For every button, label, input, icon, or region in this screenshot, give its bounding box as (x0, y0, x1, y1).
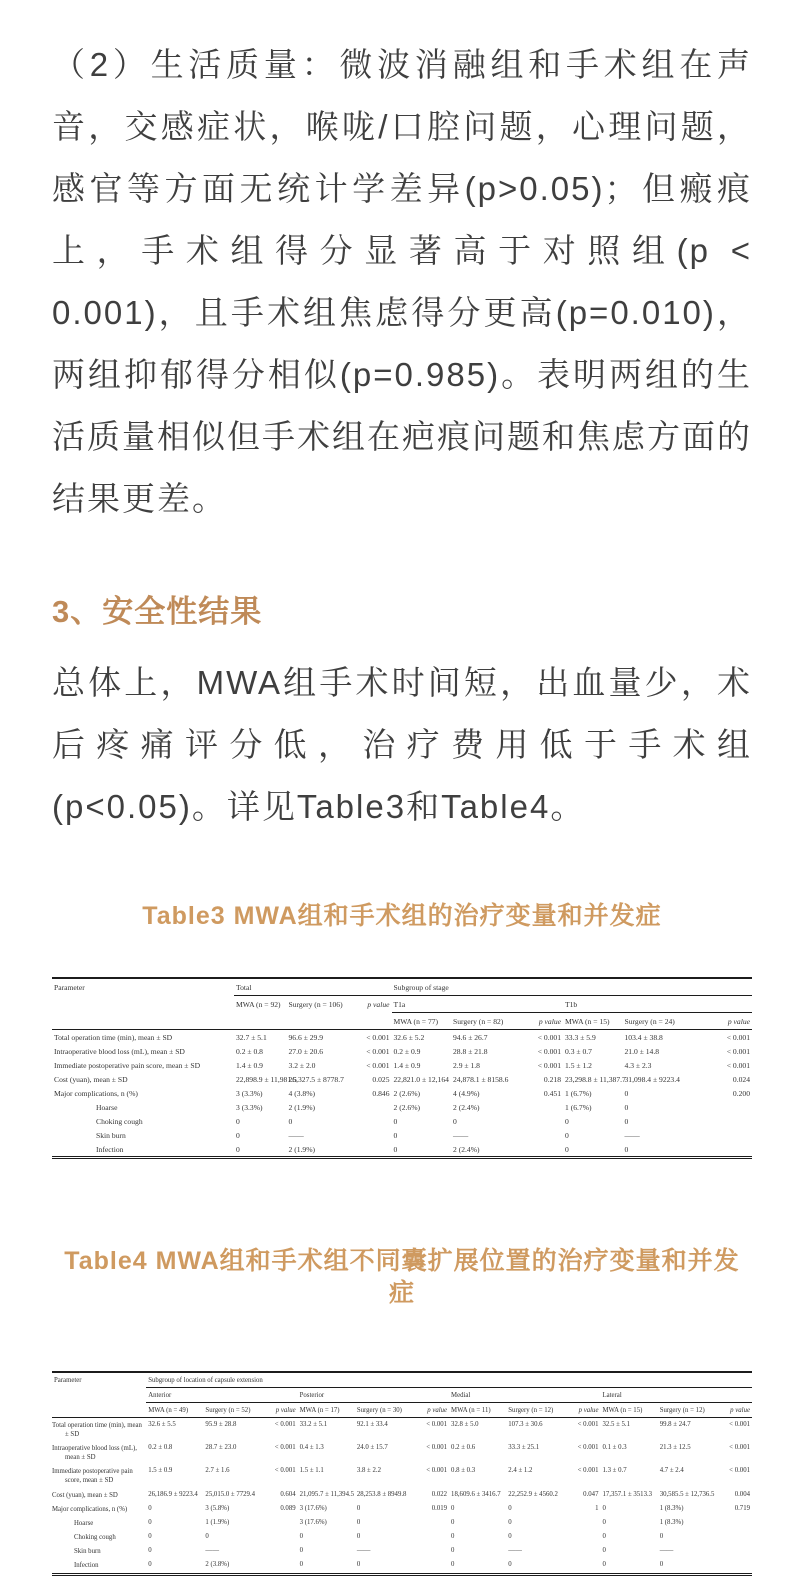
cell: 0.004 (734, 1490, 750, 1498)
row-label: Cost (yuan), mean ± SD (54, 1074, 128, 1084)
cell: 0 (659, 1561, 664, 1569)
cell (720, 1531, 752, 1545)
table4-header-surgery-lateral: Surgery (n = 12) (659, 1407, 705, 1414)
table-row (52, 1531, 752, 1545)
cell: 2.4 ± 1.2 (508, 1467, 533, 1475)
cell: 0 (451, 1561, 455, 1569)
cell: 0 (148, 1504, 152, 1512)
cell: 3 (17.6%) (299, 1518, 327, 1526)
cell: 3 (3.3%) (236, 1088, 263, 1098)
table4-capsule-extension-variables (52, 1371, 752, 1576)
row-label: Total operation time (min), mean ± SD (54, 1032, 173, 1042)
cell: 0 (602, 1504, 606, 1512)
cell: 2.7 ± 1.6 (205, 1467, 230, 1475)
table4-header-surgery-posterior: Surgery (n = 30) (356, 1407, 402, 1414)
row-label: Choking cough (74, 1534, 116, 1542)
cell: 32.7 ± 5.1 (236, 1032, 267, 1042)
cell: 0 (508, 1518, 512, 1526)
table4-header-surgery-anterior: Surgery (n = 52) (205, 1407, 251, 1414)
cell: 0 (148, 1561, 152, 1569)
table-row (52, 1418, 752, 1442)
cell: 2 (3.8%) (205, 1561, 230, 1569)
cell: 95.9 ± 28.8 (205, 1420, 237, 1428)
cell: 99.8 ± 24.7 (659, 1420, 691, 1428)
cell: —— (508, 1547, 522, 1555)
cell: 17,357.1 ± 3513.3 (602, 1490, 653, 1498)
cell: 0.846 (372, 1088, 390, 1098)
table-row (52, 1030, 752, 1045)
cell: 3.8 ± 2.2 (356, 1467, 381, 1475)
cell (720, 1516, 752, 1530)
row-label: Major complications, n (%) (52, 1505, 128, 1513)
cell: 32.6 ± 5.5 (148, 1420, 176, 1428)
table3-title: Table3 MWA组和手术组的治疗变量和并发症 (142, 902, 662, 930)
cell (568, 1545, 600, 1559)
row-label: Skin burn (74, 1548, 101, 1556)
cell: 0 (356, 1518, 361, 1526)
cell (357, 1100, 392, 1114)
cell: 4 (3.8%) (288, 1088, 316, 1098)
cell (357, 1128, 392, 1142)
cell: —— (453, 1130, 469, 1140)
table3-header-surgery-t1a: Surgery (n = 82) (453, 1017, 504, 1026)
cell: < 0.001 (729, 1443, 750, 1451)
cell: 0 (602, 1533, 606, 1541)
cell: 0 (565, 1130, 569, 1140)
cell: 0 (624, 1116, 629, 1126)
cell: 32.6 ± 5.2 (393, 1032, 425, 1042)
cell: 0 (288, 1116, 293, 1126)
cell: 0 (602, 1518, 606, 1526)
cell: 107.3 ± 30.6 (508, 1420, 543, 1428)
cell (514, 1142, 563, 1158)
cell: 3.2 ± 2.0 (288, 1060, 316, 1070)
cell: 3 (3.3%) (236, 1102, 263, 1112)
cell: < 0.001 (577, 1443, 599, 1451)
cell: 0 (451, 1533, 455, 1541)
cell (417, 1531, 449, 1545)
cell: 0.1 ± 0.3 (602, 1443, 627, 1451)
cell: 1.3 ± 0.7 (602, 1467, 627, 1475)
cell: < 0.001 (726, 1046, 750, 1056)
cell: < 0.001 (274, 1420, 296, 1428)
cell: 0.047 (583, 1490, 599, 1498)
table4-header-mwa-anterior: MWA (n = 49) (148, 1407, 189, 1414)
cell: 0.2 ± 0.8 (236, 1046, 263, 1056)
cell: 0.2 ± 0.8 (148, 1443, 173, 1451)
table4-header-mwa-lateral: MWA (n = 15) (602, 1407, 643, 1414)
table-row (52, 1142, 752, 1158)
table3-header-parameter: Parameter (54, 983, 85, 992)
cell: 28.7 ± 23.0 (205, 1443, 237, 1451)
cell: 18,609.6 ± 3416.7 (451, 1490, 501, 1498)
table4-header-surgery-medial: Surgery (n = 12) (508, 1407, 554, 1414)
cell (357, 1114, 392, 1128)
row-label: Intraoperative blood loss (mL), mean ± SD (52, 1444, 137, 1462)
table4-header-row-1 (52, 1372, 752, 1388)
cell: 1 (8.3%) (659, 1518, 684, 1526)
paragraph-quality-of-life: （2）生活质量：微波消融组和手术组在声音，交感症状，喉咙/口腔问题，心理问题，感官等方面无统计学差异(p>0.05)；但瘢痕上，手术组得分显著高于对照组(p < 0.001)，且手术组焦虑得分更高(p=0.010)，两组抑郁得分相似(p=0.985)。表明两组的生活质量相似但手术组在疤痕问题和焦虑方面的结果更差。 (52, 46, 752, 517)
cell (568, 1516, 600, 1530)
cell: 0.8 ± 0.3 (451, 1467, 476, 1475)
row-label: Hoarse (74, 1519, 94, 1527)
cell: 33.3 ± 5.9 (565, 1032, 596, 1042)
cell: 0 (236, 1116, 240, 1126)
cell: 22,821.0 ± 12,164 (393, 1074, 449, 1084)
section-heading-safety-results: 3、安全性结果 (52, 594, 263, 629)
cell: 0 (299, 1533, 304, 1541)
table4-header-subgroup-location: Subgroup of location of capsule extension (146, 1372, 752, 1388)
cell: 1 (6.7%) (565, 1088, 592, 1098)
table4-header-mwa-posterior: MWA (n = 17) (299, 1407, 340, 1414)
cell: 0.2 ± 0.9 (393, 1046, 421, 1056)
cell: 0 (602, 1561, 606, 1569)
cell: 1.4 ± 0.9 (393, 1060, 421, 1070)
table-row (52, 1128, 752, 1142)
table4-header-pvalue-lateral: p value (730, 1407, 750, 1414)
table4-header-medial: Medial (449, 1388, 600, 1403)
cell: 0 (299, 1561, 304, 1569)
cell: 2 (2.6%) (393, 1088, 421, 1098)
cell: 1 (595, 1504, 599, 1512)
cell: 0 (624, 1144, 629, 1154)
cell: 25,015.0 ± 7729.4 (205, 1490, 256, 1498)
table-row (52, 1086, 752, 1100)
cell: —— (205, 1547, 220, 1555)
cell: 0 (565, 1144, 569, 1154)
cell: 26,186.9 ± 9223.4 (148, 1490, 198, 1498)
cell (568, 1531, 600, 1545)
table4-header-lateral: Lateral (600, 1388, 752, 1403)
cell (514, 1128, 563, 1142)
cell (689, 1100, 752, 1114)
cell: 0.3 ± 0.7 (565, 1046, 592, 1056)
cell (266, 1559, 298, 1575)
cell: 0 (624, 1102, 629, 1112)
cell: 0 (508, 1504, 512, 1512)
cell: 31,098.4 ± 9223.4 (624, 1074, 680, 1084)
table3-header-pvalue-t1b: p value (727, 1017, 750, 1026)
cell (689, 1128, 752, 1142)
cell: 2 (1.9%) (288, 1144, 316, 1154)
cell: —— (288, 1130, 304, 1140)
cell (720, 1545, 752, 1559)
cell: 1 (1.9%) (205, 1518, 230, 1526)
table3-header-pvalue-total: p value (367, 1000, 390, 1009)
cell: 0.4 ± 1.3 (299, 1443, 324, 1451)
table3-header-mwa-t1a: MWA (n = 77) (393, 1017, 439, 1026)
cell: 0.024 (732, 1074, 750, 1084)
table3-header-surgery-t1b: Surgery (n = 24) (624, 1017, 675, 1026)
cell: 32.8 ± 5.0 (451, 1420, 479, 1428)
row-label: Infection (74, 1562, 99, 1570)
cell: < 0.001 (577, 1467, 599, 1475)
table3-header-row-1 (52, 978, 752, 996)
cell: 1 (6.7%) (565, 1102, 592, 1112)
cell: 0.604 (280, 1490, 296, 1498)
cell (357, 1142, 392, 1158)
cell: 0 (236, 1144, 240, 1154)
cell: < 0.001 (426, 1467, 448, 1475)
cell: < 0.001 (537, 1032, 561, 1042)
cell: 21.3 ± 12.5 (659, 1443, 691, 1451)
table-row (52, 1441, 752, 1464)
cell (720, 1559, 752, 1575)
cell: < 0.001 (366, 1046, 390, 1056)
cell: 23,298.8 ± 11,387.7 (565, 1074, 626, 1084)
cell: —— (624, 1130, 640, 1140)
cell: 33.3 ± 25.1 (508, 1443, 540, 1451)
cell: 0 (393, 1144, 398, 1154)
table-row (52, 1559, 752, 1575)
cell: 96.6 ± 29.9 (288, 1032, 324, 1042)
cell: 0 (148, 1518, 152, 1526)
cell: < 0.001 (274, 1443, 296, 1451)
table-row (52, 1465, 752, 1488)
row-label: Total operation time (min), mean ± SD (52, 1421, 142, 1438)
cell: 0.022 (431, 1490, 448, 1498)
table3-header-pvalue-t1a: p value (538, 1017, 561, 1026)
table-row (52, 1044, 752, 1058)
cell: < 0.001 (426, 1443, 448, 1451)
cell: < 0.001 (537, 1060, 561, 1070)
cell (689, 1114, 752, 1128)
cell (417, 1545, 449, 1559)
cell: 33.2 ± 5.1 (299, 1420, 328, 1428)
row-label: Infection (96, 1144, 124, 1154)
cell: 0.025 (372, 1074, 390, 1084)
cell (568, 1559, 600, 1575)
table3-header-surgery-total: Surgery (n = 106) (288, 1000, 343, 1009)
cell (417, 1516, 449, 1530)
paragraph-safety-summary: 总体上，MWA组手术时间短，出血量少，术后疼痛评分低，治疗费用低于手术组(p<0.05)。详见Table3和Table4。 (52, 664, 752, 825)
cell: 0.200 (732, 1088, 750, 1098)
cell: 3 (17.6%) (299, 1504, 327, 1512)
row-label: Immediate postoperative pain score, mean ± SD (54, 1060, 201, 1070)
cell: 4.7 ± 2.4 (659, 1467, 684, 1475)
cell: < 0.001 (426, 1420, 448, 1428)
cell: 22,898.9 ± 11,981.5 (236, 1074, 297, 1084)
cell: 0 (356, 1504, 361, 1512)
cell (266, 1516, 298, 1530)
row-label: Hoarse (96, 1102, 118, 1112)
cell: 0 (236, 1130, 240, 1140)
cell: < 0.001 (577, 1420, 599, 1428)
table-row (52, 1058, 752, 1072)
cell: 21.0 ± 14.8 (624, 1046, 660, 1056)
table3-header-subgroup-of-stage: Subgroup of stage (392, 978, 753, 996)
cell: 0 (624, 1088, 629, 1098)
cell: 0 (451, 1518, 455, 1526)
cell: 27.0 ± 20.6 (288, 1046, 324, 1056)
cell: 0 (453, 1116, 457, 1126)
table-row (52, 1502, 752, 1516)
cell: 2 (1.9%) (288, 1102, 316, 1112)
cell (514, 1114, 563, 1128)
cell: 0.089 (280, 1504, 296, 1512)
cell: < 0.001 (726, 1032, 750, 1042)
cell: 0 (356, 1561, 361, 1569)
cell: 0 (205, 1533, 209, 1541)
cell: 92.1 ± 33.4 (356, 1420, 388, 1428)
cell: 30,585.5 ± 12,736.5 (659, 1490, 715, 1498)
cell: 0 (508, 1561, 512, 1569)
cell: 22,252.9 ± 4560.2 (508, 1490, 558, 1498)
cell: 0 (602, 1547, 606, 1555)
cell: 0 (451, 1547, 455, 1555)
table4-header-pvalue-posterior: p value (427, 1407, 448, 1414)
row-label: Skin burn (96, 1130, 126, 1140)
cell: 1.5 ± 1.1 (299, 1467, 324, 1475)
table3-header-t1b: T1b (563, 996, 752, 1013)
cell: 103.4 ± 38.8 (624, 1032, 663, 1042)
cell: 0 (451, 1504, 455, 1512)
cell: 2 (2.4%) (453, 1144, 480, 1154)
cell: 28.8 ± 21.8 (453, 1046, 488, 1056)
row-label: Major complications, n (%) (54, 1088, 138, 1098)
table3-header-mwa-t1b: MWA (n = 15) (565, 1017, 610, 1026)
cell: 1.4 ± 0.9 (236, 1060, 263, 1070)
table4-header-pvalue-medial: p value (578, 1407, 599, 1414)
cell: 4.3 ± 2.3 (624, 1060, 652, 1070)
table4-header-pvalue-anterior: p value (275, 1407, 296, 1414)
cell (417, 1559, 449, 1575)
cell: 1 (8.3%) (659, 1504, 684, 1512)
cell: 0 (148, 1547, 152, 1555)
cell: 28,253.8 ± 8949.8 (356, 1490, 407, 1498)
cell (689, 1142, 752, 1158)
cell: 2 (2.4%) (453, 1102, 480, 1112)
cell: 3 (5.8%) (205, 1504, 230, 1512)
cell: 0 (356, 1533, 361, 1541)
table4-header-posterior: Posterior (298, 1388, 449, 1403)
table3-header-t1a: T1a (392, 996, 564, 1013)
table4-title: Table4 MWA组和手术组不同囊扩展位置的治疗变量和并发症 (64, 1247, 740, 1307)
cell: 0 (299, 1547, 304, 1555)
cell: 0 (508, 1533, 512, 1541)
cell: 4 (4.9%) (453, 1088, 480, 1098)
table4-header-anterior: Anterior (146, 1388, 297, 1403)
table3-header-total: Total (234, 978, 392, 996)
cell: 0 (393, 1116, 398, 1126)
cell: 0.451 (543, 1088, 561, 1098)
cell: 0 (565, 1116, 569, 1126)
cell: 24,878.1 ± 8158.6 (453, 1074, 509, 1084)
cell: < 0.001 (729, 1420, 750, 1428)
table-row (52, 1100, 752, 1114)
cell: 21,095.7 ± 11,394.5 (299, 1490, 355, 1498)
table-row (52, 1545, 752, 1559)
row-label: Cost (yuan), mean ± SD (52, 1491, 118, 1499)
cell: < 0.001 (366, 1060, 390, 1070)
cell: —— (659, 1547, 674, 1555)
cell (266, 1531, 298, 1545)
cell: 0.719 (734, 1504, 750, 1512)
cell: 0 (659, 1533, 664, 1541)
table-row (52, 1488, 752, 1502)
table4-header-row-2 (52, 1388, 752, 1403)
cell: < 0.001 (729, 1467, 750, 1475)
row-label: Choking cough (96, 1116, 143, 1126)
cell: 1.5 ± 0.9 (148, 1467, 173, 1475)
cell (266, 1545, 298, 1559)
table-row (52, 1516, 752, 1530)
table-row (52, 1072, 752, 1086)
table-row (52, 1114, 752, 1128)
table3-treatment-variables (52, 977, 752, 1159)
table4-header-parameter: Parameter (54, 1377, 82, 1384)
cell: 24.0 ± 15.7 (356, 1443, 388, 1451)
cell: 0.2 ± 0.6 (451, 1443, 476, 1451)
cell: 32.5 ± 5.1 (602, 1420, 630, 1428)
table4-header-mwa-medial: MWA (n = 11) (451, 1407, 491, 1414)
cell: 1.5 ± 1.2 (565, 1060, 592, 1070)
cell: < 0.001 (274, 1467, 296, 1475)
cell: 26,327.5 ± 8778.7 (288, 1074, 344, 1084)
cell (514, 1100, 563, 1114)
cell: 2.9 ± 1.8 (453, 1060, 480, 1070)
cell: < 0.001 (537, 1046, 561, 1056)
cell: < 0.001 (366, 1032, 390, 1042)
cell: —— (356, 1547, 371, 1555)
cell: 0.218 (543, 1074, 561, 1084)
cell: < 0.001 (726, 1060, 750, 1070)
table4-header-row-3 (52, 1403, 752, 1418)
cell: 0 (148, 1533, 152, 1541)
cell: 0 (393, 1130, 398, 1140)
table3-header-mwa-total: MWA (n = 92) (236, 1000, 281, 1009)
cell: 0.019 (431, 1504, 448, 1512)
cell: 94.6 ± 26.7 (453, 1032, 488, 1042)
row-label: Intraoperative blood loss (mL), mean ± SD (54, 1046, 185, 1056)
row-label: Immediate postoperative pain score, mean ± SD (52, 1468, 133, 1485)
cell: 2 (2.6%) (393, 1102, 421, 1112)
